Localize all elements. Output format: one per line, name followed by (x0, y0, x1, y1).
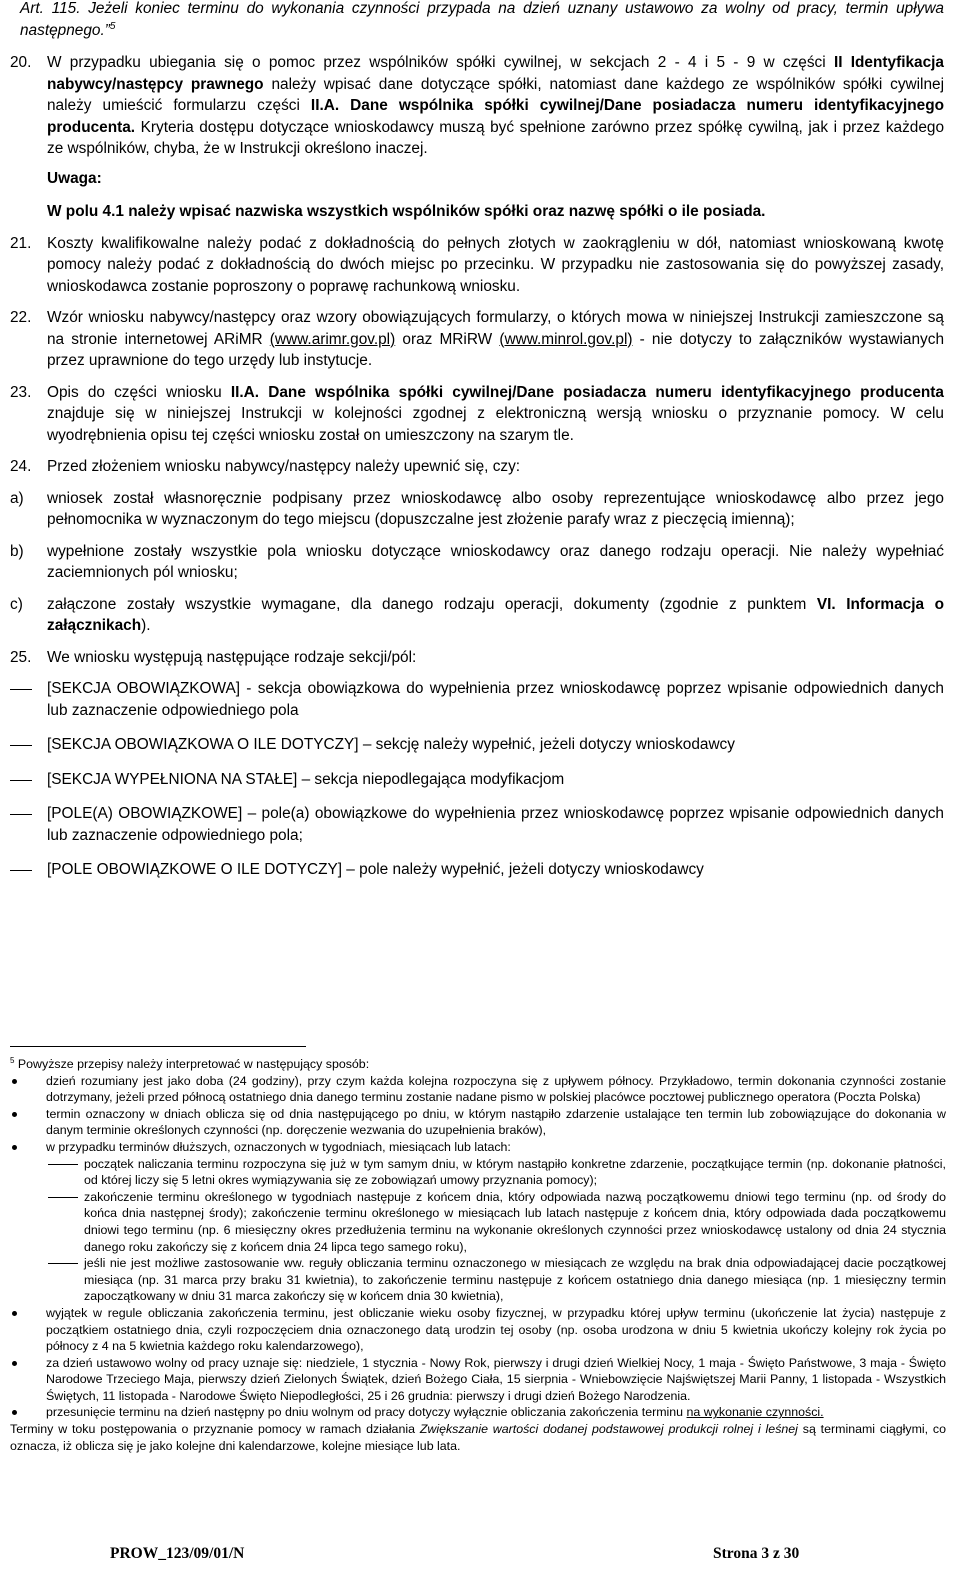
item-21: 21. Koszty kwalifikowalne należy podać z dokładnością do pełnych złotych w zaokrągleniu w dół, natomiast wnioskowaną kwotę pomocy należy podać z dokładnością do dwóch miejsc po przecinku. W przypadku nie zastosowania się do powyższej zasady, wnioskodawca zostanie poproszony o poprawę rachunkową wniosku. (10, 234, 944, 295)
document-code: PROW_123/09/01/N (110, 1545, 245, 1562)
section-type-item: [SEKCJA WYPEŁNIONA NA STAŁE] – sekcja niepodlegająca modyfikacjom (10, 769, 944, 791)
item-22: 22. Wzór wniosku nabywcy/następcy oraz wzory obowiązujących formularzy, o których mowa w niniejszej Instrukcji zamieszczone są na stronie internetowej ARiMR (www.arimr.gov.pl) oraz MRiRW (www.minrol.gov.pl) - nie dotyczy to załączników wystawianych przez uprawnione do tego urzędy lub instytucje. (10, 309, 944, 369)
footnote-bullet: przesunięcie terminu na dzień następny po dniu wolnym od pracy dotyczy wyłącznie obliczania zakończenia terminu na wykonanie czynności. (10, 1404, 946, 1421)
footnote-dash-item: początek naliczania terminu rozpoczyna się już w tym samym dniu, w którym nastąpiło konkretne zdarzenie, początkujące termin (np. dokonanie płatności, od której liczy się 5 letni okres wymiązywania się ze zobowiązań umowy przyznania pomocy); (46, 1156, 946, 1189)
note-text: W polu 4.1 należy wpisać nazwiska wszystkich wspólników spółki oraz nazwę spółki o ile posiada. (47, 203, 766, 220)
item-number: 20. (10, 54, 32, 71)
dash-marker (10, 734, 47, 756)
footnote-dash-item: jeśli nie jest możliwe zastosowanie ww. reguły obliczania terminu oznaczonego w miesiącach ze względu na brak dnia odpowiadającej dacie początkowej miesiąca (np. 31 marca przy braku 31 kwietnia), to zakończenie terminu następuje z końcem ostatniego dnia danego miesiąca (np. 1 miesięczny termin zapoczątkowany w dniu 31 marca zakończy się w końcem dnia 30 kwietnia), (46, 1255, 946, 1305)
art-115-quote: Art. 115. Jeżeli koniec terminu do wykonania czynności przypada na dzień uznany ustawowo za wolny od pracy, termin upływa następnego.”$^5$ (20, 0, 944, 39)
item-c: c) załączone zostały wszystkie wymagane, dla danego rodzaju operacji, dokumenty (zgodnie z punktem VI. Informacja o załącznikach). (10, 595, 944, 634)
footnote-number: 5 (10, 1055, 15, 1065)
item-23: 23. Opis do części wniosku II.A. Dane wspólnika spółki cywilnej/Dane posiadacza numeru identyfikacyjnego producenta znajduje się w niniejszej Instrukcji w kolejności zgodnej z elektroniczną wersją wniosku o przyznanie pomocy. W celu wyodrębnienia opisu tej części wniosku został on umieszczony na szarym tle. (10, 383, 944, 444)
dash-marker (10, 678, 47, 721)
note-label: Uwaga: (47, 169, 102, 187)
item-25: 25. We wniosku występują następujące rodzaje sekcji/pól: (10, 648, 417, 666)
footnote-dash-item: zakończenie terminu określonego w tygodniach następuje z końcem dnia, który odpowiada nazwą początkowemu dniowi tego terminu (np. od środy do końca dnia następnej środy); zakończenie terminu określonego w miesiącach lub latach następuje z końcem dnia, który odpowiada dada początkowemu dniowi tego terminu (np. 6 miesięczny okres przedłużenia terminu na wykonanie określonych czynności przez wnioskodawcę ustalony od dnia 24 stycznia danego roku zakończy się z końcem dnia 24 lipca tego samego roku), (46, 1189, 946, 1255)
page-number: Strona 3 z 30 (713, 1545, 800, 1562)
footnote-final: Terminy w toku postępowania o przyznanie pomocy w ramach działania Zwiększanie wartości dodanej podstawowej produkcji rolnej i leśnej są terminami ciągłymi, co oznacza, iż oblicza się je jako kolejne dni kalendarzowe, kolejne miesiące lub lata. (10, 1422, 946, 1453)
item-b: b) wypełnione zostały wszystkie pola wniosku dotyczące wnioskodawcy oraz danego rodzaju operacji. Nie należy wypełniać zaciemnionych pól wniosku; (10, 542, 944, 581)
footnote-bullet: wyjątek w regule obliczania zakończenia terminu, jest obliczanie wieku osoby fizycznej, w przypadku której upływ terminu (ukończenie lat życia) następuje z początkiem ostatniego dnia, czyli rozpoczęciem dnia oznaczonego datą urodzin tej osoby (np. osoba urodzona w dniu 5 kwietnia ukończy kolejny rok życia po północy z 4 na 5 kwietnia każdego roku kalendarzowego), (10, 1305, 946, 1355)
dash-marker (10, 859, 47, 881)
section-type-item: [POLE(A) OBOWIĄZKOWE] – pole(a) obowiązkowe do wypełnienia przez wnioskodawcę poprzez wpisanie odpowiednich danych lub zaznaczenie odpowiedniego pola; (10, 803, 944, 846)
dash-marker (10, 803, 47, 846)
item-20: 20. W przypadku ubiegania się o pomoc przez wspólników spółki cywilnej, w sekcjach 2 - 4 i 5 - 9 w części II Identyfikacja nabywcy/następcy prawnego należy wpisać dane dotyczące spółki, natomiast dane każdego ze wspólników spółki cywilnej należy umieścić formularzu części II.A. Dane wspólnika spółki cywilnej/Dane posiadacza numeru identyfikacyjnego producenta. Kryteria dostępu dotyczące wnioskodawcy muszą być spełnione zarówno przez spółkę cywilną, jak i przez każdego ze wspólników, chyba, że w Instrukcji określono inaczej. (10, 52, 944, 160)
footnote-bullet: termin oznaczony w dniach oblicza się od dnia następującego po dniu, w którym nastąpiło zdarzenie ustalające ten termin lub zobowiązujące do dokonania w danym terminie określonych czynności (np. doręczenie wezwania do uzupełnienia braków), (10, 1106, 946, 1139)
item-24: 24. Przed złożeniem wniosku nabywcy/następcy należy upewnić się, czy: (10, 458, 521, 475)
footnote-bullet: w przypadku terminów dłuższych, oznaczonych w tygodniach, miesiącach lub latach: (10, 1139, 946, 1156)
footnote-separator (10, 1046, 306, 1047)
footnote: $^5$ Powyższe przepisy należy interpretować w następujący sposób: dzień rozumiany jest jako doba (24 godziny), przy czym każda kolejna rozpoczyna się z upływem północy. Przykładowo, termin dokonania czynności zostanie dotrzymany, jeżeli przed północą ostatniego dnia danego terminu zostanie nadane pismo w polskiej placówce pocztowej publicznego operatora (Poczta Polska) termin oznaczony w dniach oblicza się od dnia następującego po dniu, w którym nastąpiło zdarzenie ustalające ten termin lub zobowiązujące do dokonania w danym terminie określonych czynności (np. doręczenie wezwania do uzupełnienia braków), w przypadku terminów dłuższych, oznaczonych w tygodniach, miesiącach lub latach: początek naliczania terminu rozpoczyna się już w tym samym dniu, w którym nastąpiło konkretne zdarzenie, początkujące termin (np. dokonanie płatności, od której liczy się 5 letni okres wymiązywania się ze zobowiązań umowy przyznania pomocy); zakończenie terminu określonego w tygodniach następuje z końcem dnia, który odpowiada nazwą początkowemu dniowi tego terminu (np. od środy do końca dnia następnej środy); zakończenie terminu określonego w miesiącach lub latach następuje z końcem dnia, który odpowiada dada początkowemu dniowi tego terminu (np. 6 miesięczny okres przedłużenia terminu na wykonanie określonych czynności przez wnioskodawcę ustalony od dnia 24 stycznia danego roku zakończy się z końcem dnia 24 lipca tego samego roku), jeśli nie jest możliwe zastosowanie ww. reguły obliczania terminu oznaczonego w miesiącach ze względu na brak dnia odpowiadającej dacie początkowej miesiąca (np. 31 marca przy braku 31 kwietnia), to zakończenie terminu następuje z końcem ostatniego dnia danego miesiąca (np. 1 miesięczny termin zapoczątkowany w dniu 31 marca zakończy się w końcem dnia 30 kwietnia), wyjątek w regule obliczania zakończenia terminu, jest obliczanie wieku osoby fizycznej, w przypadku której upływ terminu (ukończenie lat życia) następuje z początkiem ostatniego dnia, czyli rozpoczęciem dnia oznaczonego datą urodzin tej osoby (np. osoba urodzona w dniu 5 kwietnia ukończy kolejny rok życia po północy z 4 na 5 kwietnia każdego roku kalendarzowego), za dzień ustawowo wolny od pracy uznaje się: niedziele, 1 stycznia - Nowy Rok, pierwszy i drugi dzień Wielkiej Nocy, 1 maja - Święto Państwowe, 3 maja - Święto Narodowe Trzeciego Maja, pierwszy dzień Zielonych Świątek, dzień Bożego Ciała, 15 sierpnia - Wniebowzięcie Najświętszej Marii Panny, 1 listopada - Wszystkich Świętych, 11 listopada - Narodowe Święto Niepodległości, 25 i 26 grudnia: pierwszy i drugi dzień Bożego Narodzenia. przesunięcie terminu na dzień następny po dniu wolnym od pracy dotyczy wyłącznie obliczania zakończenia terminu na wykonanie czynności. Terminy w toku postępowania o przyznanie pomocy w ramach działania Zwiększanie wartości dodanej podstawowej produkcji rolnej i leśnej są terminami ciągłymi, co oznacza, iż oblicza się je jako kolejne dni kalendarzowe, kolejne miesiące lub lata. (10, 1055, 946, 1453)
section-type-item: [SEKCJA OBOWIĄZKOWA] - sekcja obowiązkowa do wypełnienia przez wnioskodawcę poprzez wpisanie odpowiednich danych lub zaznaczenie odpowiedniego pola (10, 678, 944, 721)
footnote-ref: 5 (109, 20, 116, 32)
link-arimr[interactable]: (www.arimr.gov.pl) (269, 330, 396, 348)
page-footer (0, 1545, 960, 1569)
section-type-item: [SEKCJA OBOWIĄZKOWA O ILE DOTYCZY] – sekcję należy wypełnić, jeżeli dotyczy wnioskodawcy (10, 734, 944, 756)
footnote-bullet: za dzień ustawowo wolny od pracy uznaje się: niedziele, 1 stycznia - Nowy Rok, pierwszy i drugi dzień Wielkiej Nocy, 1 maja - Święto Państwowe, 3 maja - Święto Narodowe Trzeciego Maja, pierwszy dzień Zielonych Świątek, dzień Bożego Ciała, 15 sierpnia - Wniebowzięcie Najświętszej Marii Panny, 1 listopada - Wszystkich Świętych, 11 listopada - Narodowe Święto Niepodległości, 25 i 26 grudnia: pierwszy i drugi dzień Bożego Narodzenia. (10, 1355, 946, 1405)
item-a: a) wniosek został własnoręcznie podpisany przez wnioskodawcę albo osoby reprezentujące wnioskodawcę albo przez jego pełnomocnika w wyznaczonym do tego miejscu (dopuszczalne jest złożenie parafy wraz z pieczęcią imienną); (10, 489, 944, 528)
footnote-bullet: dzień rozumiany jest jako doba (24 godziny), przy czym każda kolejna rozpoczyna się z upływem północy. Przykładowo, termin dokonania czynności zostanie dotrzymany, jeżeli przed północą ostatniego dnia danego terminu zostanie nadane pismo w polskiej placówce pocztowej publicznego operatora (Poczta Polska) (10, 1073, 946, 1106)
link-minrol[interactable]: (www.minrol.gov.pl) (499, 330, 633, 348)
section-type-item: [POLE OBOWIĄZKOWE O ILE DOTYCZY] – pole należy wypełnić, jeżeli dotyczy wnioskodawcy (10, 859, 944, 881)
dash-marker (10, 769, 47, 791)
